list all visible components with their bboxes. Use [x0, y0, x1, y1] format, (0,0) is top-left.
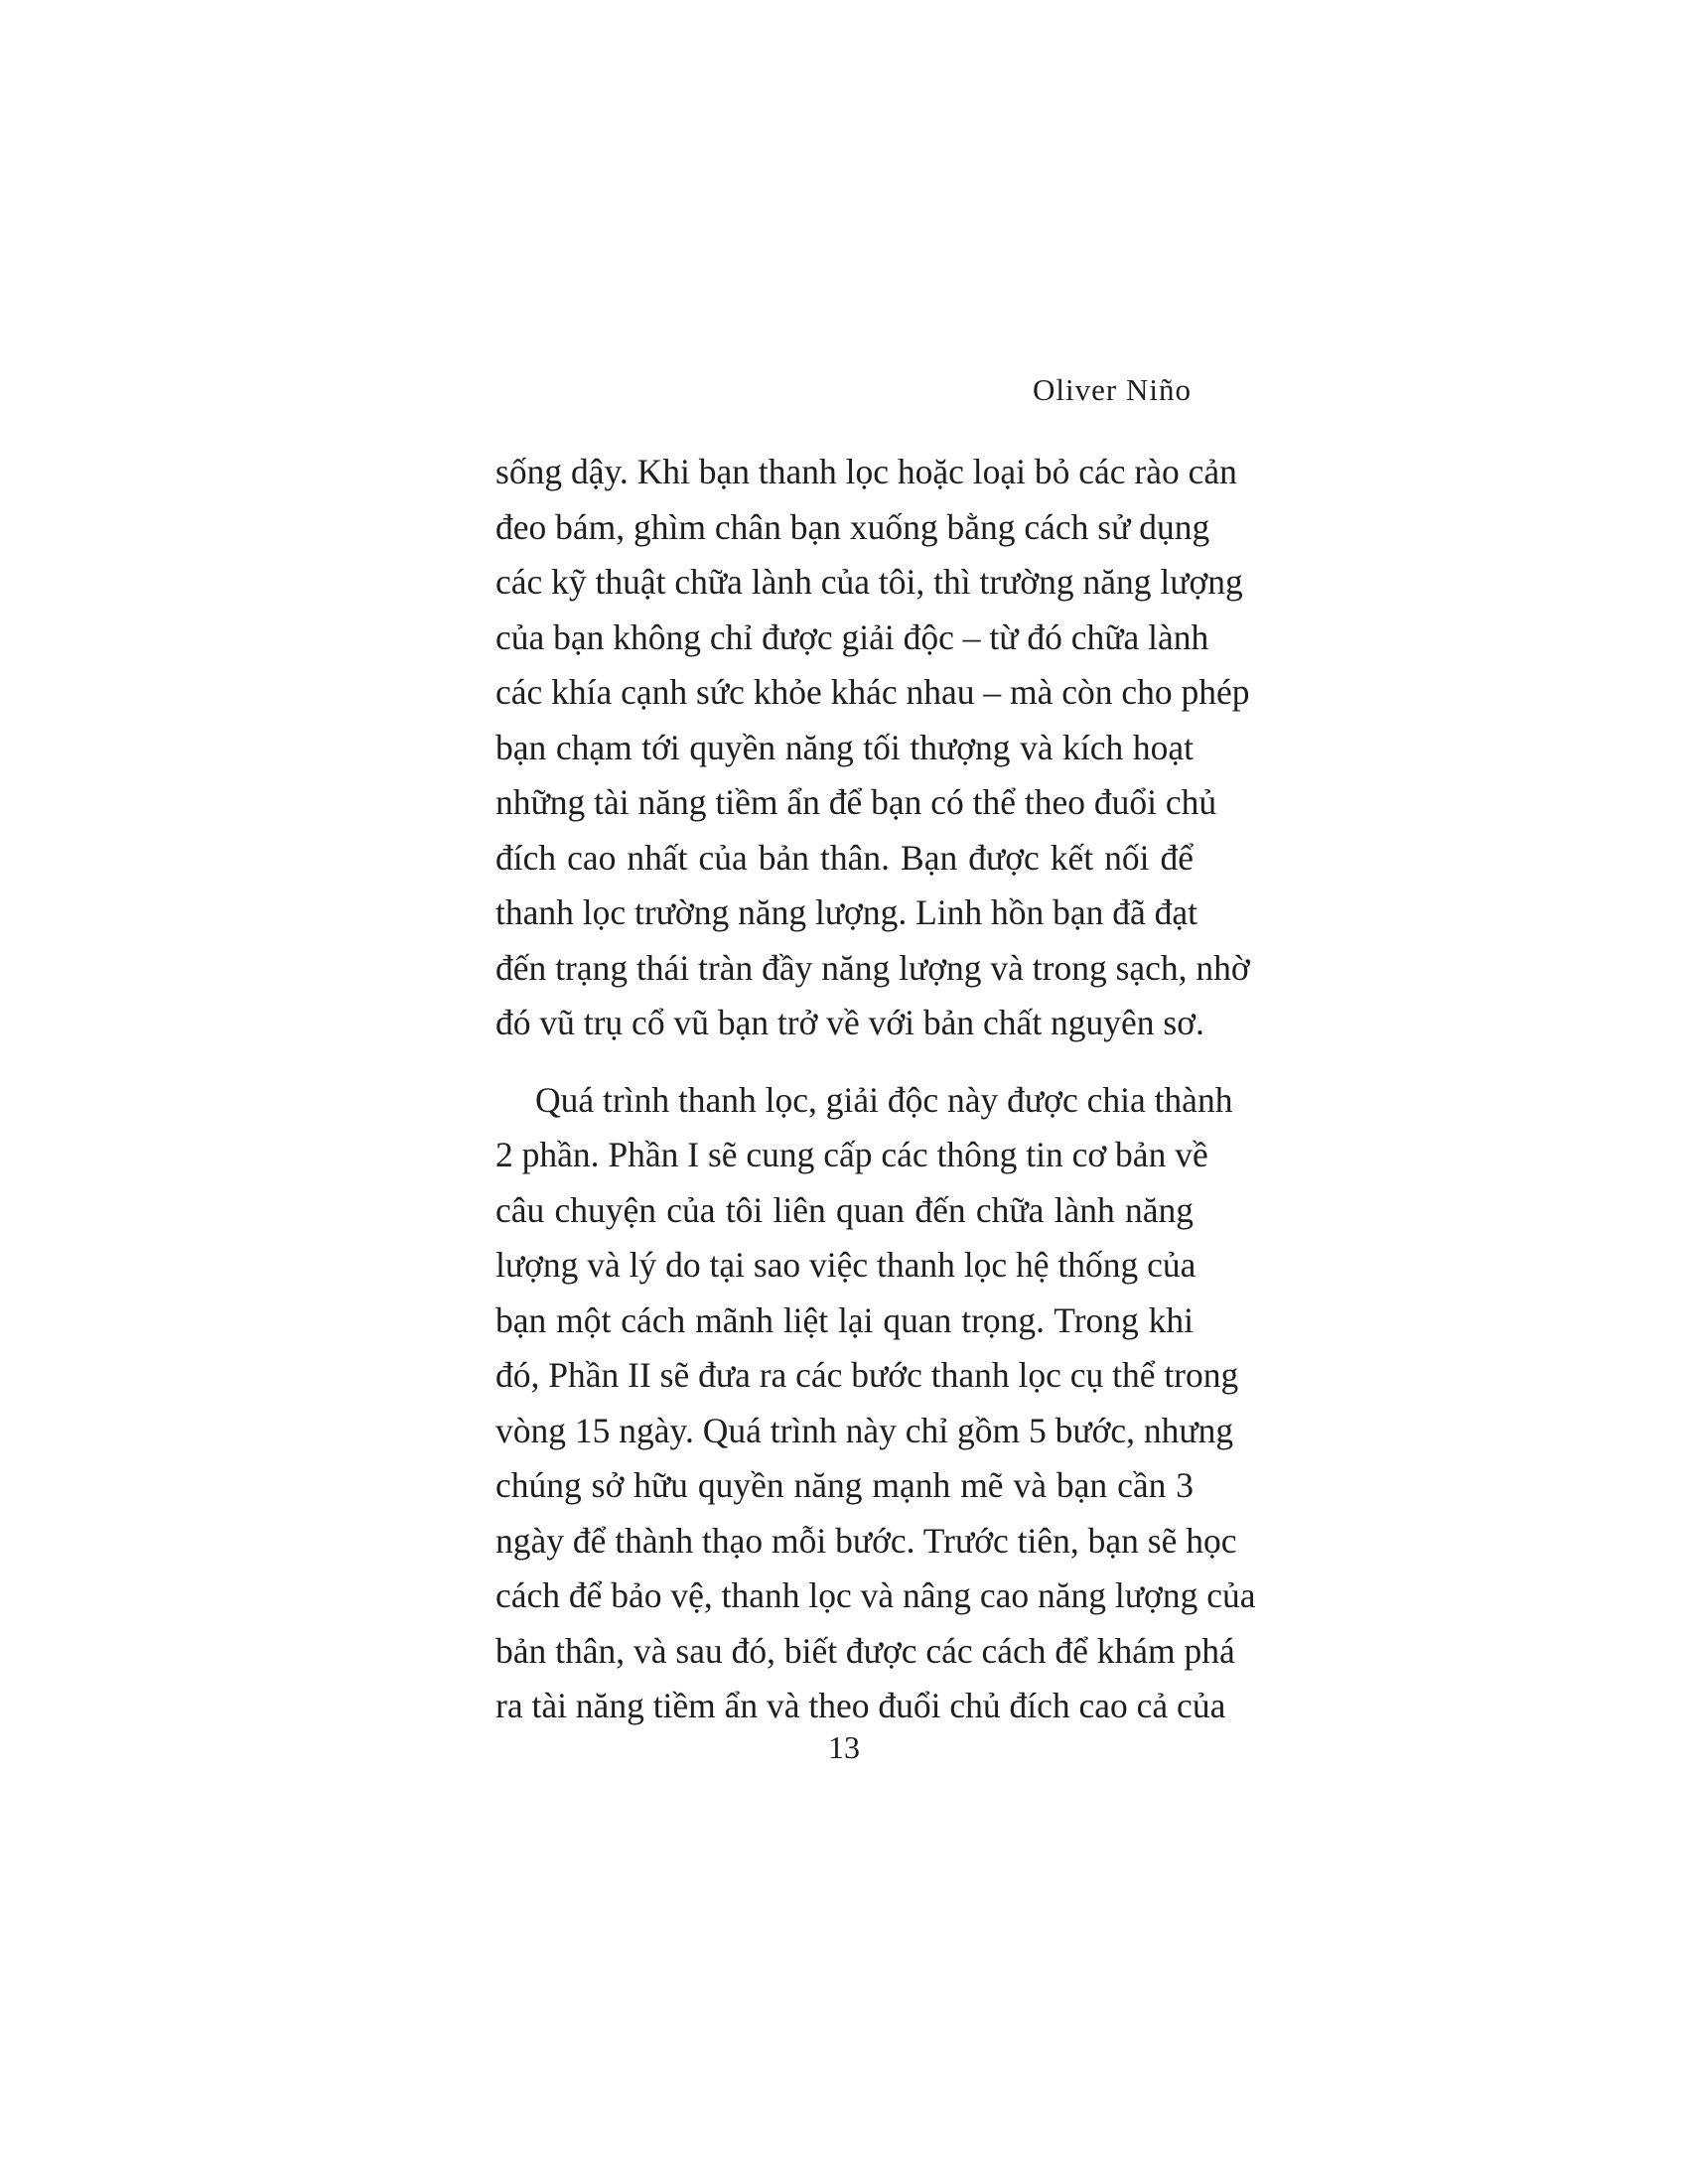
- text-line: đích cao nhất của bản thân. Bạn được kết nối để: [495, 837, 1194, 878]
- paragraph-spacing: [495, 1051, 1194, 1073]
- text-line: cách để bảo vệ, thanh lọc và nâng cao năng lượng của: [495, 1575, 1256, 1615]
- text-line: của bạn không chỉ được giải độc – từ đó chữa lành: [495, 616, 1209, 657]
- text-line: đến trạng thái tràn đầy năng lượng và trong sạch, nhờ: [495, 947, 1250, 988]
- text-line: các kỹ thuật chữa lành của tôi, thì trường năng lượng: [495, 562, 1243, 602]
- page-number: 13: [828, 1729, 860, 1765]
- text-line: bản thân, và sau đó, biết được các cách để khám phá: [495, 1630, 1235, 1671]
- paragraph-1: [495, 445, 1250, 1051]
- text-line: thanh lọc trường năng lượng. Linh hồn bạn đã đạt: [495, 892, 1198, 932]
- text-line: lượng và lý do tại sao việc thanh lọc hệ thống của: [495, 1245, 1196, 1285]
- text-line: ra tài năng tiềm ẩn và theo đuổi chủ đích cao cả của: [495, 1686, 1226, 1725]
- text-line: chúng sở hữu quyền năng mạnh mẽ và bạn cần 3: [495, 1465, 1194, 1505]
- text-line: bạn chạm tới quyền năng tối thượng và kích hoạt: [495, 727, 1194, 767]
- text-line: đó, Phần II sẽ đưa ra các bước thanh lọc cụ thể trong: [495, 1355, 1239, 1395]
- body-text: [495, 445, 1256, 1734]
- text-line: các khía cạnh sức khỏe khác nhau – mà còn cho phép: [495, 672, 1250, 712]
- text-line: Quá trình thanh lọc, giải độc này được chia thành: [535, 1079, 1233, 1120]
- text-line: 2 phần. Phần I sẽ cung cấp các thông tin cơ bản về: [495, 1135, 1208, 1174]
- text-line: đeo bám, ghìm chân bạn xuống bằng cách sử dụng: [495, 506, 1210, 547]
- running-header-author: Oliver Niño: [1033, 372, 1192, 407]
- paragraph-2: [495, 1073, 1256, 1734]
- text-line: bạn một cách mãnh liệt lại quan trọng. Trong khi: [495, 1299, 1194, 1340]
- text-line: đó vũ trụ cổ vũ bạn trở về với bản chất nguyên sơ.: [495, 1003, 1204, 1042]
- text-line: câu chuyện của tôi liên quan đến chữa lành năng: [495, 1189, 1194, 1230]
- text-line: sống dậy. Khi bạn thanh lọc hoặc loại bỏ các rào cản: [495, 452, 1237, 491]
- text-line: những tài năng tiềm ẩn để bạn có thể theo đuổi chủ: [495, 782, 1217, 822]
- text-line: vòng 15 ngày. Quá trình này chỉ gồm 5 bước, nhưng: [495, 1410, 1234, 1450]
- text-line: ngày để thành thạo mỗi bước. Trước tiên, bạn sẽ học: [495, 1520, 1237, 1561]
